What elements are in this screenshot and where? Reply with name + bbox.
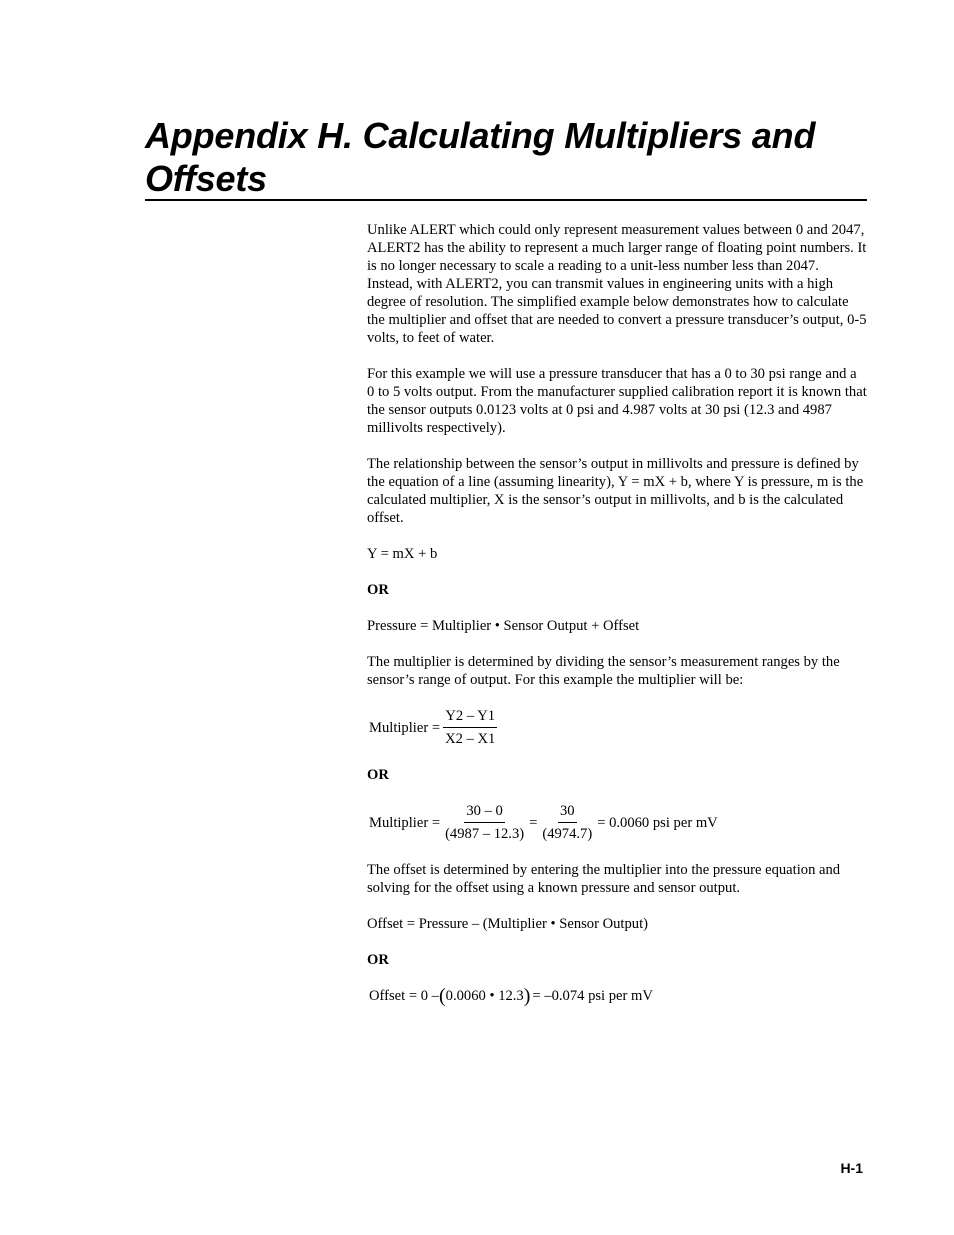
fraction-numerator: 30 bbox=[558, 802, 577, 823]
paragraph-offset: The offset is determined by entering the multiplier into the pressure equation and solving for the offset using a known pressure and sensor output. bbox=[367, 862, 841, 896]
equation-line: Y = mX + b bbox=[367, 546, 438, 562]
multiplier-result: = 0.0060 psi per mV bbox=[597, 814, 718, 831]
page-title: Appendix H. Calculating Multipliers and Offsets bbox=[145, 115, 816, 199]
equation-pressure: Pressure = Multiplier • Sensor Output + Offset bbox=[367, 618, 640, 634]
multiplier-calculation bbox=[369, 802, 867, 843]
multiplier-label: Multiplier = bbox=[369, 719, 441, 736]
page-number: H-1 bbox=[840, 1160, 863, 1176]
offset-inner: 0.0060 • 12.3 bbox=[445, 988, 524, 1004]
multiplier-fraction bbox=[443, 707, 497, 748]
paragraph-intro: Unlike ALERT which could only represent measurement values between 0 and 2047, ALERT2 has the ability to represent a much larger range of floating point numbers. It is no longer necessary to scale a reading to a unit-less number less than 2047. Instead, with ALERT2, you can transmit values in engineering units with a high degree of resolution. The simplified example below demonstrates how to calculate the multiplier and offset that are needed to convert a pressure transducer’s output, 0-5 volts, to feet of water. bbox=[367, 222, 867, 346]
multiplier-formula bbox=[369, 707, 867, 748]
or-label: OR bbox=[367, 767, 389, 783]
or-label: OR bbox=[367, 582, 389, 598]
calc-fraction-2 bbox=[540, 802, 594, 843]
fraction-denominator: (4974.7) bbox=[542, 826, 593, 842]
open-paren: ( bbox=[438, 985, 446, 1007]
close-paren: ) bbox=[523, 985, 531, 1007]
body-content bbox=[367, 221, 867, 1023]
offset-result: = –0.074 psi per mV bbox=[532, 988, 653, 1004]
multiplier-label: Multiplier = bbox=[369, 814, 441, 831]
fraction-numerator: 30 – 0 bbox=[464, 802, 504, 823]
paragraph-example: For this example we will use a pressure transducer that has a 0 to 30 psi range and a 0 to 5 volts output. From the manufacturer supplied calibration report it is known that the sensor outputs 0.0123 volts at 0 psi and 4.987 volts at 30 psi (12.3 and 4987 millivolts respectively). bbox=[367, 366, 867, 436]
or-label: OR bbox=[367, 952, 389, 968]
calc-fraction-1 bbox=[443, 802, 526, 843]
fraction-denominator: (4987 – 12.3) bbox=[445, 826, 525, 842]
title-rule bbox=[145, 199, 867, 201]
equals-sign: = bbox=[529, 814, 538, 831]
offset-calculation bbox=[369, 987, 867, 1005]
fraction-numerator: Y2 – Y1 bbox=[443, 707, 497, 728]
paragraph-relationship: The relationship between the sensor’s output in millivolts and pressure is defined by the equation of a line (assuming linearity), Y = mX + b, where Y is pressure, m is the calculated multiplier, X is the sensor’s output in millivolts, and b is the calculated offset. bbox=[367, 456, 864, 526]
offset-label: Offset = 0 – bbox=[369, 988, 439, 1004]
fraction-denominator: X2 – X1 bbox=[445, 731, 496, 747]
paragraph-multiplier: The multiplier is determined by dividing the sensor’s measurement ranges by the sensor’s range of output. For this example the multiplier will be: bbox=[367, 654, 840, 688]
equation-offset: Offset = Pressure – (Multiplier • Sensor Output) bbox=[367, 916, 648, 932]
